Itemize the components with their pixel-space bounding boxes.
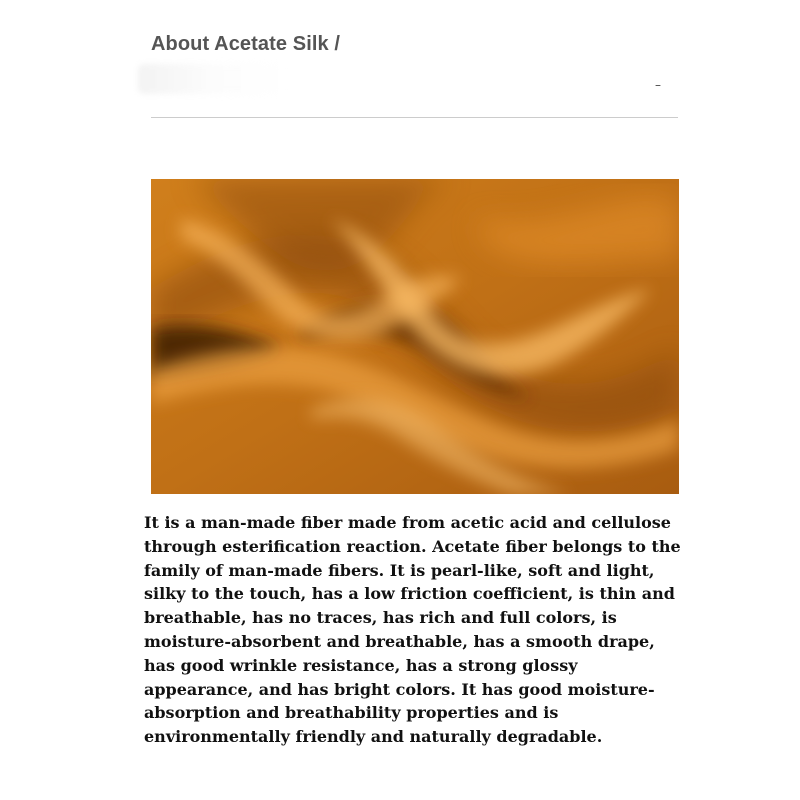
blurred-subtitle: [138, 64, 288, 94]
section-title: About Acetate Silk /: [151, 33, 341, 55]
collapse-toggle-icon[interactable]: –: [655, 78, 661, 92]
header-divider: [151, 117, 678, 118]
description-paragraph: It is a man-made fiber made from acetic acid and cellulose through esterification reaction. Acetate fiber belongs to the family of man-made fibers. It is pearl-like, soft and light, silky to the touch, has a low friction coefficient, is thin and breathable, has no traces, has rich and full colors, is moisture-absorbent and breathable, has a smooth drape, has good wrinkle resistance, has a strong glossy appearance, and has bright colors. It has good moisture-absorption and breathability properties and is environmentally friendly and naturally degradable.: [144, 513, 681, 747]
silk-fabric-image: [151, 179, 679, 494]
silk-fabric-illustration: [151, 179, 679, 494]
